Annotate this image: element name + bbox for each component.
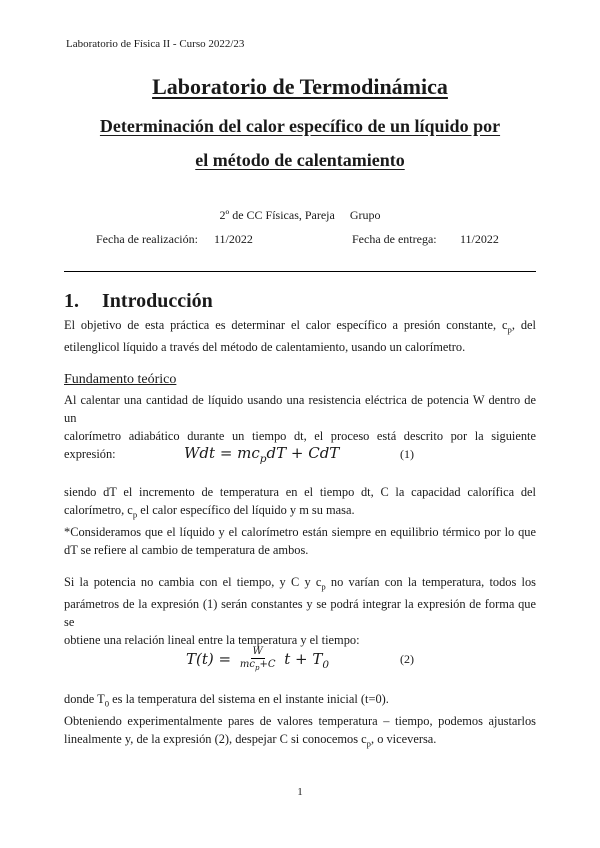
section-title: Introducción <box>102 290 213 312</box>
potencia-line-2: parámetros de la expresión (1) serán constantes y se podrá integrar la expresión de forma que se <box>64 597 536 630</box>
intro-line-1: El objetivo de esta práctica es determinar el calor específico a presión constante, $c_p$, del <box>64 318 536 335</box>
document-subtitle-line2: el método de calentamiento <box>195 150 405 170</box>
closing-paragraph <box>64 690 536 753</box>
delivery-date-label: Fecha de entrega: <box>352 232 437 246</box>
definitions-line-2: calorímetro, $c_p$ el calor específico del líquido y m su masa. <box>64 503 355 520</box>
equation-2-number: (2) <box>400 652 414 666</box>
section-heading-introduccion <box>64 290 213 313</box>
course-pair: 2º de CC Físicas, Pareja <box>219 208 335 222</box>
group-label: Grupo <box>349 208 381 222</box>
realization-date-value: 11/2022 <box>214 232 253 246</box>
fundamento-line-1: Al calentar una cantidad de líquido usando una resistencia eléctrica de potencia W dentro de un <box>64 393 536 425</box>
potencia-line-1: Si la potencia no cambia con el tiempo, y C y $c_p$ no varían con la temperatura, todos los <box>64 575 536 592</box>
equation-1-number: (1) <box>400 447 414 461</box>
intro-line-2: etilenglicol líquido a través del método de calentamiento, usando un calorímetro. <box>64 340 466 355</box>
section-number: 1. <box>64 290 79 312</box>
realization-date-label: Fecha de realización: <box>96 232 198 246</box>
potencia-line-3: obtiene una relación lineal entre la temperatura y el tiempo: <box>64 633 360 648</box>
potencia-paragraph <box>64 573 536 649</box>
definitions-line-1: siendo dT el incremento de temperatura en el tiempo dt, C la capacidad calorífica del <box>64 485 536 499</box>
equation-2: T(t) = $\frac{W}{mc_p+C}$ $t + T_0$ <box>186 646 330 672</box>
header-divider <box>64 271 536 272</box>
definitions-paragraph <box>64 483 536 559</box>
equation-1: Wdt = $mc_pdT$ + CdT <box>184 444 340 465</box>
document-title: Laboratorio de Termodinámica <box>152 74 448 99</box>
definitions-line-4: dT se refiere al cambio de temperatura de ambos. <box>64 543 309 558</box>
closing-line-3: linealmente y, de la expresión (2), despejar C si conocemos $c_p$, o viceversa. <box>64 732 437 749</box>
authors-line <box>0 208 600 223</box>
subsection-heading-fundamento: Fundamento teórico <box>64 372 177 387</box>
closing-line-1: donde $T_0$ es la temperatura del sistema en el instante inicial (t=0). <box>64 692 389 709</box>
definitions-line-3: *Consideramos que el líquido y el calorímetro están siempre en equilibrio térmico por lo que <box>64 525 536 540</box>
intro-paragraph <box>64 316 536 356</box>
fundamento-line-2: calorímetro adiabático durante un tiempo dt, el proceso está descrito por la siguiente expresión: <box>64 429 536 461</box>
page-number: 1 <box>297 786 303 798</box>
document-subtitle-line1: Determinación del calor específico de un líquido por <box>99 116 501 136</box>
running-head: Laboratorio de Física II - Curso 2022/23 <box>66 38 245 50</box>
delivery-date-value: 11/2022 <box>460 232 499 246</box>
closing-line-2: Obteniendo experimentalmente pares de valores temperatura – tiempo, podemos ajustarlos <box>64 714 536 729</box>
equation-2-fraction: $\frac{W}{mc_p+C}$ <box>239 646 276 672</box>
